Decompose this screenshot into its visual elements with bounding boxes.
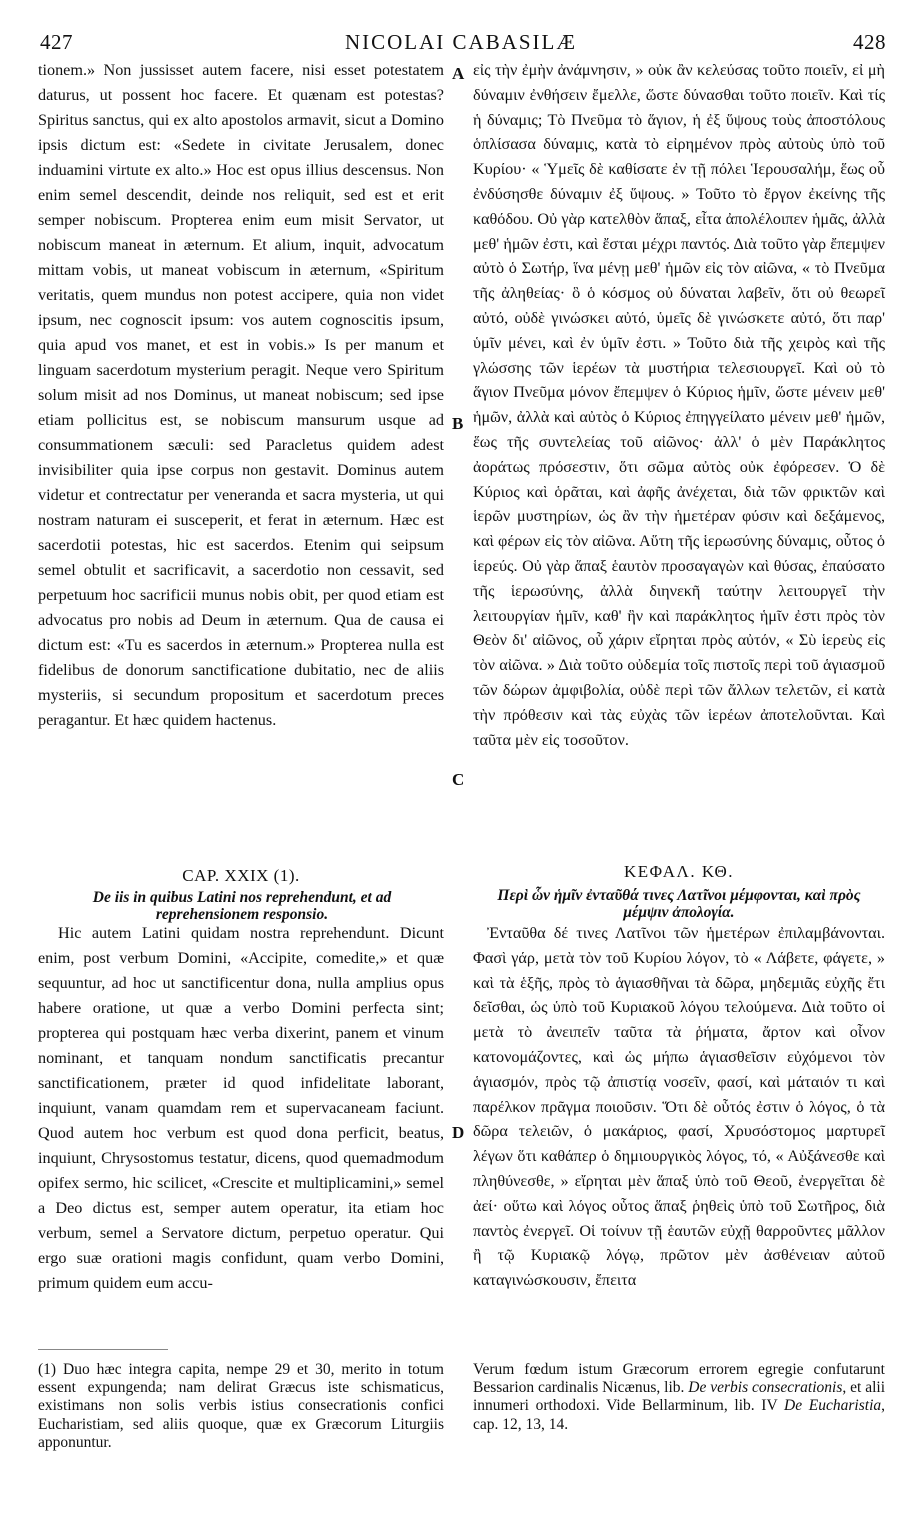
latin-text-top [38,58,444,733]
greek-text-bottom [473,921,885,1293]
latin-text-bottom [38,921,444,1296]
chapter-heading-latin: CAP. XXIX (1). [182,866,300,885]
footnote-left: (1) Duo hæc integra capita, nempe 29 et 30, merito in totum essent expungenda; nam delirat Græcus iste schismaticus, existimans non solis verbis istius consecrationis confici Eucharistiam, sed aliis quoque, quæ ex Græcorum Liturgiis apponuntur. [38,1361,444,1451]
greek-paragraph: Ἐνταῦθα δέ τινες Λατῖνοι τῶν ἡμετέρων ἐπιλαμβάνονται. Φασὶ γάρ, μετὰ τὸν τοῦ Κυρίου λόγον, τὸ « Λάβετε, φάγετε, » καὶ τὰ ἑξῆς, πρὸς τὸ ἁγιασθῆναι τὰ δῶρα, μηδεμιᾶς εὐχῆς ἔτι δεῖσθαι, ὡς ὑπὸ τοῦ Κυριακοῦ λόγου τελούμενα. Διὰ τοῦτο οἱ μετὰ τὸ ἀνειπεῖν ταῦτα τὰ ῥήματα, ἄρτον καὶ οἶνον κατονομάζοντες, καὶ ὡς μήπω ἁγιασθεῖσιν εὐχόμενοι τὸν ἁγιασμόν, πρὸς τῷ ἀπιστίᾳ νοσεῖν, φασί, καὶ μάταιόν τι καὶ παρέλκον πρᾶγμα ποιοῦσιν. Ὅτι δὲ οὗτός ἐστιν ὁ λόγος, ὁ τὰ δῶρα τελειῶν, ὁ μακάριος, φασί, Χρυσόστομος μαρτυρεῖ λέγων ὅτι καθάπερ ὁ δημιουργικὸς λόγος, τό, « Αὐξάνεσθε καὶ πληθύνεσθε, » εἴρηται μὲν ἅπαξ ὑπὸ τοῦ Θεοῦ, ἐνεργεῖται δὲ ἀεί· οὕτω καὶ λόγος οὗτος ἅπαξ ῥηθεὶς ὑπὸ τοῦ Σωτῆρος, διὰ παντὸς ἐνεργεῖ. Οἱ τοίνυν τῇ ἑαυτῶν εὐχῇ θαρροῦντες μᾶλλον ἢ τῷ Κυριακῷ λόγῳ, πρῶτον μὲν ἀσθένειαν αὐτοῦ καταγινώσκουσιν, ἔπειτα [473,924,885,1290]
greek-paragraph: εἰς τὴν ἐμὴν ἀνάμνησιν, » οὐκ ἂν κελεύσας τοῦτο ποιεῖν, εἰ μὴ δύναμιν ἐνθήσειν ἔμελλε, ὥστε δύνασθαι τοῦτο ποιεῖν. Καὶ τίς ἡ δύναμις; Τὸ Πνεῦμα τὸ ἅγιον, ἡ ἐξ ὕψους τοὺς ἀποστόλους ὁπλίσασα δύναμις, κατὰ τὸ εἰρημένον πρὸς αὐτοὺς ὑπὸ τοῦ Κυρίου· « Ὑμεῖς δὲ καθίσατε ἐν τῇ πόλει Ἱερουσαλήμ, ἕως οὗ ἐνδύσησθε δύναμιν ἐξ ὕψους. » Τοῦτο τὸ ἔργον ἐκείνης τῆς καθόδου. Οὐ γὰρ κατελθὸν ἅπαξ, εἶτα ἀπολέλοιπεν ἡμᾶς, ἀλλὰ μεθ' ἡμῶν ἐστι, καὶ ἔσται μέχρι παντός. Διὰ τοῦτο γὰρ ἔπεμψεν αὐτὸ ὁ Σωτήρ, ἵνα μένῃ μεθ' ἡμῶν εἰς τὸν αἰῶνα, « τὸ Πνεῦμα τῆς ἀληθείας· ὃ ὁ κόσμος οὐ δύναται λαβεῖν, ὅτι οὐ θεωρεῖ αὐτό, οὐδὲ γινώσκει αὐτό, ὑμεῖς δὲ γινώσκετε αὐτό, ὅτι παρ' ὑμῖν μένει, καὶ ἐν ὑμῖν ἐστι. » Τοῦτο διὰ τῆς χειρὸς καὶ τῆς γλώσσης τῶν ἱερέων τὰ μυστήρια τελεσιουργεῖ. Καὶ οὐ τὸ ἅγιον Πνεῦμα μόνον ἔπεμψεν ὁ Κύριος ἡμῖν, ὥστε μένειν μεθ' ἡμῶν, ἀλλὰ καὶ αὐτὸς ὁ Κύριος ἐπηγγείλατο μένειν μεθ' ἡμῶν, ἕως τῆς συντελείας τοῦ αἰῶνος· ἀλλ' ὁ μὲν Παράκλητος ἀοράτως πρόσεστιν, ὅτι σῶμα αὐτὸς οὐκ ἐφόρεσεν. Ὁ δὲ Κύριος καὶ ὁρᾶται, καὶ ἀφῆς ἀνέχεται, διὰ τῶν φρικτῶν καὶ ἱερῶν μυστηρίων, ὡς ἂν τὴν ἡμετέραν φύσιν καὶ δεξάμενος, καὶ φέρων εἰς τὸν αἰῶνα. Αὕτη τῆς ἱερωσύνης δύναμις, οὗτος ὁ ἱερεύς. Οὐ γὰρ ἅπαξ ἑαυτὸν προσαγαγὼν καὶ θύσας, ἐπαύσατο τῆς ἱερωσύνης, ἀλλὰ διηνεκῆ ταύτην λειτουργεῖ τὴν λειτουργίαν ἡμῖν, καθ' ἣν καὶ παράκλητος ἡμῖν ἐστι πρὸς τὸν Θεὸν δι' αἰῶνος, οὗ χάριν εἴρηται πρὸς αὐτόν, « Σὺ ἱερεὺς εἰς τὸν αἰῶνα. » Διὰ τοῦτο οὐδεμία τοῖς πιστοῖς περὶ τοῦ ἁγιασμοῦ τῶν δώρων ἀμφιβολία, οὐδὲ περὶ τῶν ἄλλων τελετῶν, εἰ κατὰ τὴν πρόθεσιν καὶ τὰς εὐχὰς τῶν ἱερέων ἀποτελοῦνται. Καὶ ταῦτα μὲν εἰς τοσοῦτον. [473,61,885,749]
latin-paragraph: Hic autem Latini quidam nostra reprehendunt. Dicunt enim, post verbum Domini, «Accipite, comedite,» et quæ sequuntur, ad hoc ut sanctificentur dona, nulla amplius opus habere oratione, ut quæ a verbo Domini perfecta sint; propterea qui postquam hæc verba dixerint, panem et vinum nominant, et tanquam nondum sanctificatis precantur sanctificationem, præter id quod infidelitate laborant, inquiunt, vanam quamdam rem et supervacaneam faciunt. Quod autem hoc verbum est quod dona perficit, beatus, inquiunt, Chrysostomus testatur, dicens, quod quemadmodum opifex sermo, hic scilicet, «Crescite et multiplicamini,» semel a Deo dictus est, semper autem operatur, ita etiam hoc verbum, semel a Servatore dictum, perpetuo operatur. Qui ergo suæ orationi magis confidunt, quam verbo Domini, primum quidem eum accu- [38,924,444,1292]
chapter-subtitle-latin-text: De iis in quibus Latini nos reprehendunt, et ad reprehensionem responsio. [92,889,392,923]
footnote-rule [38,1349,168,1350]
chapter-subtitle-latin [46,889,438,923]
margin-mark-b: B [452,414,464,433]
running-title: NICOLAI CABASILÆ [344,30,578,54]
latin-paragraph: tionem.» Non jussisset autem facere, nisi esset potestatem daturus, ut possent hoc facere. Et quænam est potestas? Spiritus sanctus, qui ex alto apostolos armavit, sicut a Domino ipsis dictum est: «Sedete in civitate Jerusalem, donec induamini virtute ex alto.» Hoc est opus illius descensus. Non enim semel descendit, deinde nos reliquit, sed est et erit semper nobiscum. Propterea enim eum misit Servator, ut nobiscum maneat in æternum. Et alium, inquit, advocatum mittam vobis, ut maneat vobiscum in æternum, «Spiritum veritatis, quem mundus non potest accipere, quia non videt ipsum, nec cognoscit ipsum: vos autem cognoscitis ipsum, quia apud vos manet, et est in vobis.» Is per manum et linguam sacerdotum mysterium peragit. Neque vero Spiritum solum misit ad nos Dominus, ut maneat nobiscum; sed ipse etiam pollicitus est, se nobiscum mansurum usque ad consummationem sæculi: sed Paracletus quidem adest invisibiliter quia ipse corpus non gestavit. Dominus autem videtur et contrectatur per veneranda et sacra mysteria, ut qui nostram naturam ei susceperit, et ferat in æternum. Hæc est sacerdotii potestas, hic est sacerdos. Etenim qui seipsum semel obtulit et sacrificavit, a sacerdotio non cessavit, sed perpetuum hoc sacrificii munus nobis obit, per quod etiam est advocatus pro nobis ad Deum in æternum. Qua de causa ei dictum est: «Tu es sacerdos in æternum.» Propterea nulla est fidelibus de donorum sanctificatione dubitatio, nec de aliis mysteriis, si secundum propositum et sacerdotum preces peragantur. Et hæc quidem hactenus. [38,61,444,729]
footnote-right-text: Verum fœdum istum Græcorum errorem egregie confutarunt Bessarion cardinalis Nicænus, lib. [473,1361,885,1397]
margin-mark-d: D [452,1123,465,1142]
greek-text-top [473,58,885,752]
page-number-left: 427 [40,30,73,54]
chapter-subtitle-greek [473,887,885,921]
footnote-right-text: , et alii innumeri orthodoxi. Vide Bellarminum, lib. IV [473,1379,886,1415]
cited-title: De Eucharistia [784,1397,882,1415]
margin-mark-c: C [452,770,465,789]
chapter-heading-greek: ΚΕΦΑΛ. ΚΘ. [623,862,734,881]
footnote-right [473,1361,885,1434]
margin-mark-a: A [452,64,465,83]
page-number-right: 428 [853,30,886,54]
chapter-subtitle-greek-text: Περὶ ὧν ἡμῖν ἐνταῦθά τινες Λατῖνοι μέμφονται, καὶ πρὸς μέμψιν ἀπολογία. [497,887,861,921]
footnote-right-text: , cap. 12, 13, 14. [473,1397,885,1433]
cited-title: De verbis consecrationis [688,1379,843,1397]
